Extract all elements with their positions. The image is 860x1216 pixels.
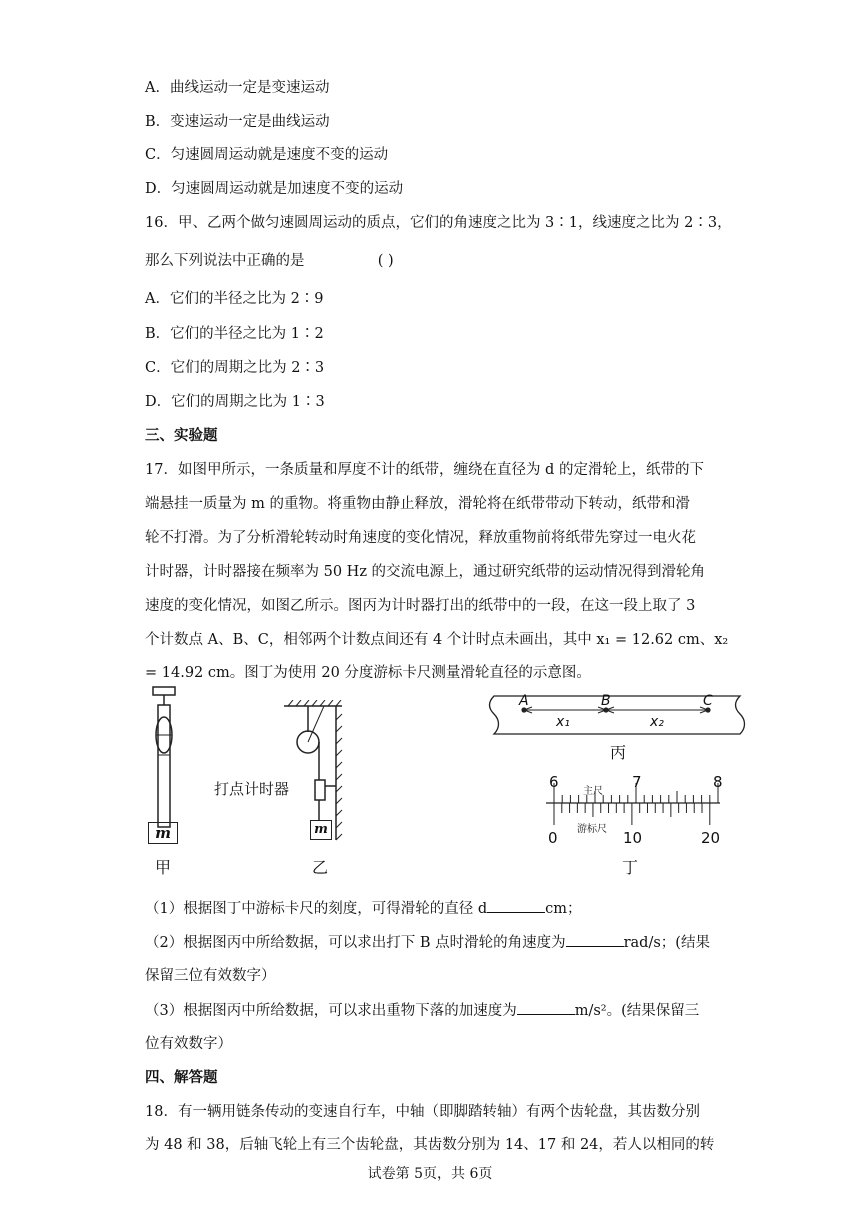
figure-jia-apparatus [145,685,185,845]
main-scale-number-6: 6 [549,773,559,791]
tape-point-c: C [703,693,713,709]
page-footer: 试卷第 5页，共 6页 [367,1166,493,1182]
figure-yi-timer-label: 打点计时器 [214,780,290,798]
q18-line-2: 为 48 和 38，后轴飞轮上有三个齿轮盘，其齿数分别为 14、17 和 24，若人以相同的转 [145,1137,715,1153]
q16-stem-line1: 16．甲、乙两个做匀速圆周运动的质点，它们的角速度之比为 3∶1，线速度之比为 2∶3， [145,215,732,231]
q17-line-4: 计时器，计时器接在频率为 50 Hz 的交流电源上，通过研究纸带的运动情况得到滑轮角 [145,564,706,580]
q17-line-1: 17．如图甲所示，一条质量和厚度不计的纸带，缠绕在直径为 d 的定滑轮上，纸带的下 [145,462,704,478]
q17-sub1-text: （1）根据图丁中游标卡尺的刻度，可得滑轮的直径 d [145,901,488,917]
vernier-number-10: 10 [623,829,643,847]
vernier-number-0: 0 [548,829,558,847]
q17-sub2-unit: rad/s；(结果 [623,935,710,951]
tape-point-a: A [519,693,529,709]
section-title-experiment: 三、实验题 [145,427,218,444]
q15-option-d: D．匀速圆周运动就是加速度不变的运动 [145,181,404,197]
figure-jia-mass: m [148,822,178,844]
q17-line-7: = 14.92 cm。图丁为使用 20 分度游标卡尺测量滑轮直径的示意图。 [145,665,591,681]
q17-sub2-blank[interactable] [566,932,624,947]
figure-bing-label: 丙 [610,743,627,762]
main-scale-number-8: 8 [713,773,723,791]
figure-jia-label: 甲 [155,858,172,877]
q17-sub1 [145,897,582,918]
q16-stem-line2 [145,249,394,270]
q18-line-1: 18．有一辆用链条传动的变速自行车，中轴（即脚踏转轴）有两个齿轮盘，其齿数分别 [145,1104,700,1120]
vernier-number-20: 20 [701,829,721,847]
figure-yi-label: 乙 [312,858,329,877]
q17-sub3-unit: m/s²。(结果保留三 [574,1003,700,1019]
q17-sub1-blank[interactable] [487,898,545,913]
q15-option-b: B．变速运动一定是曲线运动 [145,114,330,130]
q16-option-c: C．它们的周期之比为 2∶3 [145,360,325,376]
q16-stem-text: 那么下列说法中正确的是 [145,253,305,269]
q17-sub3 [145,999,699,1020]
q17-sub2-text: （2）根据图丙中所给数据，可以求出打下 B 点时滑轮的角速度为 [145,935,566,951]
tape-x1-label: x₁ [556,714,570,730]
main-scale-number-7: 7 [632,773,642,791]
q17-sub2 [145,931,710,952]
q15-option-a: A．曲线运动一定是变速运动 [145,80,330,96]
q16-option-a: A．它们的半径之比为 2∶9 [145,291,324,307]
q15-option-c: C．匀速圆周运动就是速度不变的运动 [145,147,389,163]
main-scale-label: 主尺 [583,786,603,797]
figure-ding-label: 丁 [622,858,639,877]
q17-line-3: 轮不打滑。为了分析滑轮转动时角速度的变化情况，释放重物前将纸带先穿过一电火花 [145,530,696,546]
tape-point-b: B [601,693,611,709]
q16-answer-bracket: ( ) [377,253,394,269]
q17-line-6: 个计数点 A、B、C，相邻两个计数点间还有 4 个计时点未画出，其中 x₁ = 12.62 cm、x₂ [145,632,729,648]
q17-sub3-blank[interactable] [517,1000,575,1015]
tape-x2-label: x₂ [650,714,664,730]
q16-option-b: B．它们的半径之比为 1∶2 [145,326,324,342]
q17-sub1-unit: cm； [545,901,582,917]
figure-yi-mass: m [310,820,332,840]
vernier-scale-label: 游标尺 [577,824,607,835]
q17-sub3-line2: 位有效数字） [145,1036,232,1052]
q16-option-d: D．它们的周期之比为 1∶3 [145,394,325,410]
q17-sub2-line2: 保留三位有效数字） [145,968,276,984]
q17-line-2: 端悬挂一质量为 m 的重物。将重物由静止释放，滑轮将在纸带带动下转动，纸带和滑 [145,496,690,512]
q17-sub3-text: （3）根据图丙中所给数据，可以求出重物下落的加速度为 [145,1003,517,1019]
section-title-solution: 四、解答题 [145,1069,218,1086]
q17-line-5: 速度的变化情况，如图乙所示。图丙为计时器打出的纸带中的一段，在这一段上取了 3 [145,598,696,614]
